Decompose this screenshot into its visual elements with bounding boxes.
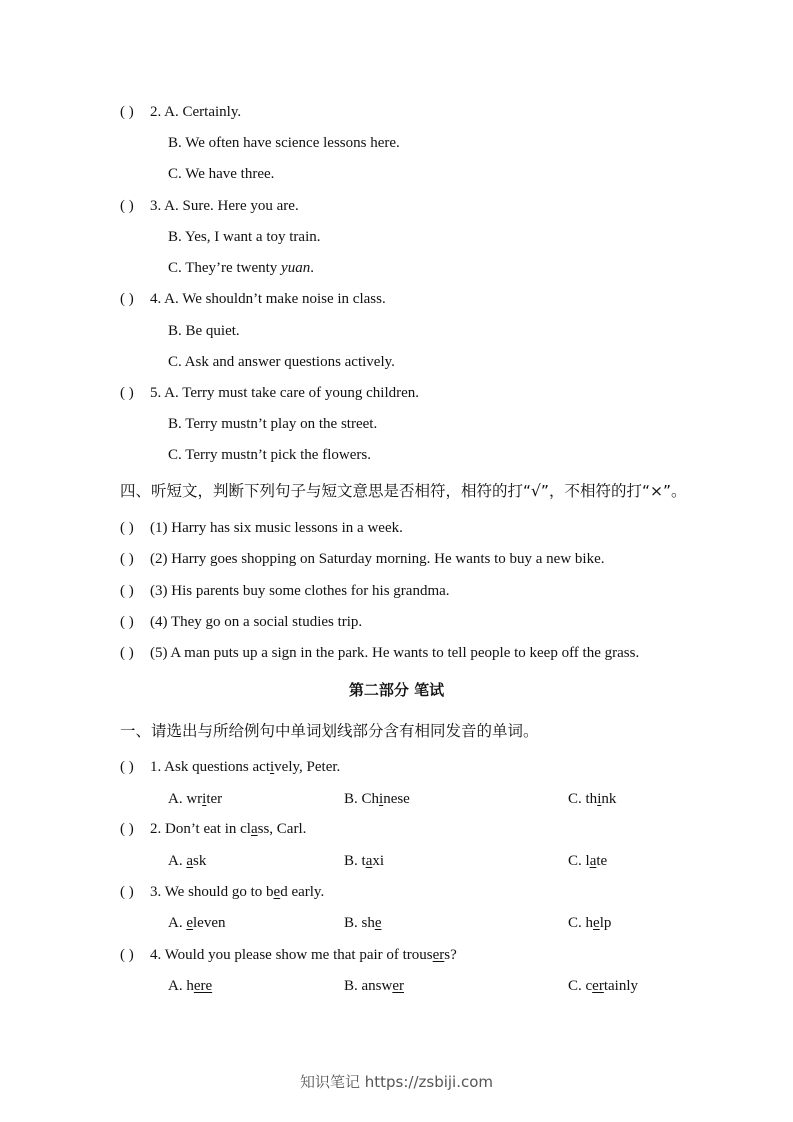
option-c: C. certainly: [568, 978, 638, 994]
option-c: C. think: [568, 791, 617, 807]
judge-item-4: ( ) (4) They go on a social studies trip.: [120, 614, 363, 630]
answer-paren[interactable]: ( ): [120, 291, 134, 307]
judge-item-3: ( ) (3) His parents buy some clothes for his grandma.: [120, 583, 450, 599]
judge-item-5: ( ) (5) A man puts up a sign in the park. He wants to tell people to keep off the grass.: [120, 645, 640, 661]
option-b: B. answer: [344, 978, 404, 994]
answer-paren[interactable]: ( ): [120, 520, 134, 536]
option-b: B. taxi: [344, 853, 385, 869]
judge-item-2: ( ) (2) Harry goes shopping on Saturday morning. He wants to buy a new bike.: [120, 551, 605, 567]
answer-paren[interactable]: ( ): [120, 947, 134, 963]
question-5: ( ) 5. A. Terry must take care of young children.: [120, 385, 420, 401]
option-c: C. help: [568, 915, 612, 931]
answer-paren[interactable]: ( ): [120, 583, 134, 599]
section-four-heading: 四、听短文，判断下列句子与短文意思是否相符，相符的打“√”，不相符的打“×”。: [120, 482, 687, 500]
answer-paren[interactable]: ( ): [120, 198, 134, 214]
option-b: B. Terry mustn’t play on the street.: [168, 416, 378, 432]
section-one-heading: 一、请选出与所给例句中单词划线部分含有相同发音的单词。: [120, 722, 539, 740]
option-c: C. Ask and answer questions actively.: [168, 354, 395, 370]
phonics-question-2: ( ) 2. Don’t eat in class, Carl.: [120, 821, 307, 837]
option-b: B. Chinese: [344, 791, 410, 807]
phonics-question-1: ( ) 1. Ask questions actively, Peter.: [120, 759, 341, 775]
question-3: ( ) 3. A. Sure. Here you are.: [120, 198, 299, 214]
answer-paren[interactable]: ( ): [120, 821, 134, 837]
judge-item-1: ( ) (1) Harry has six music lessons in a week.: [120, 520, 403, 536]
phonics-question-4: ( ) 4. Would you please show me that pair of trousers?: [120, 947, 457, 963]
option-c: C. Terry mustn’t pick the flowers.: [168, 447, 371, 463]
answer-paren[interactable]: ( ): [120, 614, 134, 630]
written-part-title: 第二部分 笔试: [348, 681, 445, 699]
option-a: A. ask: [168, 853, 207, 869]
answer-paren[interactable]: ( ): [120, 104, 134, 120]
answer-paren[interactable]: ( ): [120, 551, 134, 567]
option-b: B. she: [344, 915, 382, 931]
option-c: C. late: [568, 853, 608, 869]
answer-paren[interactable]: ( ): [120, 645, 134, 661]
answer-paren[interactable]: ( ): [120, 759, 134, 775]
option-b: B. We often have science lessons here.: [168, 135, 400, 151]
phonics-question-3: ( ) 3. We should go to bed early.: [120, 884, 325, 900]
footer-watermark: 知识笔记 https://zsbiji.com: [299, 1073, 494, 1091]
answer-paren[interactable]: ( ): [120, 884, 134, 900]
question-2: ( ) 2. A. Certainly.: [120, 104, 242, 120]
answer-paren[interactable]: ( ): [120, 385, 134, 401]
option-a: A. here: [168, 978, 213, 994]
option-a: A. writer: [168, 791, 223, 807]
option-b: B. Yes, I want a toy train.: [168, 229, 321, 245]
question-4: ( ) 4. A. We shouldn’t make noise in class.: [120, 291, 386, 307]
option-c: C. We have three.: [168, 166, 275, 182]
option-c: C. They’re twenty yuan.: [168, 260, 314, 276]
option-a: A. eleven: [168, 915, 226, 931]
option-b: B. Be quiet.: [168, 323, 240, 339]
